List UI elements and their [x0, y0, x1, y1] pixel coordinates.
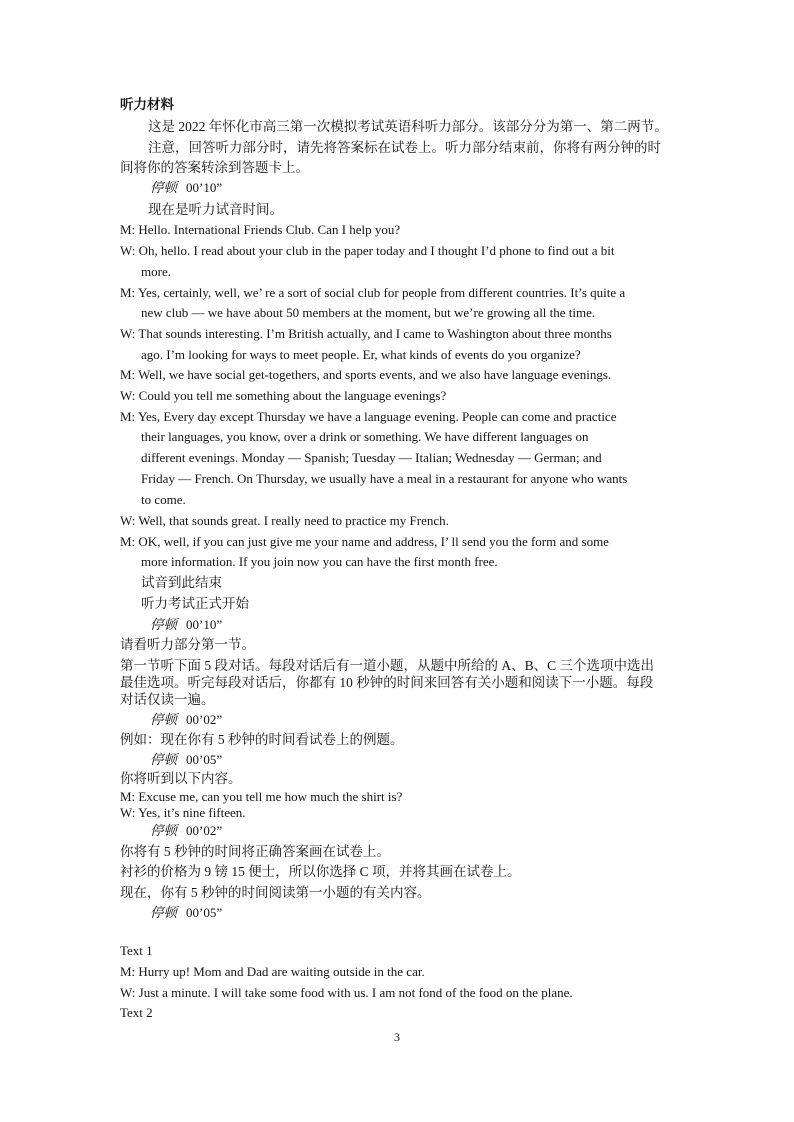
intro-line: 注意，回答听力部分时，请先将答案标在试卷上。听力部分结束前，你将有两分钟的时 — [148, 140, 661, 155]
intro-line: 这是 2022 年怀化市高三第一次模拟考试英语科听力部分。该部分分为第一、第二两节。 — [148, 119, 668, 134]
text-label: Text 2 — [120, 1005, 153, 1020]
example-dialogue-line: M: Excuse me, can you tell me how much the shirt is? — [120, 789, 403, 804]
reading-prompt: 现在，你有 5 秒钟的时间阅读第一小题的有关内容。 — [120, 885, 431, 900]
dialogue-line: W: Oh, hello. I read about your club in the paper today and I thought I’d phone to find out a bit — [120, 243, 615, 258]
answer-explanation: 衬衫的价格为 9 镑 15 便士，所以你选择 C 项，并将其画在试卷上。 — [120, 864, 521, 879]
dialogue-line: W: That sounds interesting. I’m British actually, and I came to Washington about three months — [120, 326, 612, 341]
exam-start: 听力考试正式开始 — [141, 596, 249, 611]
pause-label: 停顿 — [150, 617, 177, 632]
pause-time: 00’10” — [186, 617, 223, 632]
heading: 听力材料 — [120, 97, 174, 112]
sound-check-end: 试音到此结束 — [141, 575, 222, 590]
page-number: 3 — [394, 1030, 400, 1044]
dialogue-line: more information. If you join now you can have the first month free. — [141, 554, 498, 569]
text-label: Text 1 — [120, 943, 153, 958]
instruction-line: 对话仅读一遍。 — [120, 692, 215, 707]
pause-time: 00’02” — [186, 823, 223, 838]
pause-time: 00’05” — [186, 905, 223, 920]
pause-line — [150, 710, 222, 730]
dialogue-line: Friday — French. On Thursday, we usually have a meal in a restaurant for anyone who wants — [141, 471, 628, 486]
dialogue-line: more. — [141, 264, 171, 279]
dialogue-line: M: Yes, certainly, well, we’ re a sort of social club for people from different countries. It’s quite a — [120, 285, 626, 300]
pause-line — [150, 750, 222, 770]
pause-label: 停顿 — [150, 712, 177, 727]
instruction-line: 第一节听下面 5 段对话。每段对话后有一道小题，从题中所给的 A、B、C 三个选项中选出 — [120, 658, 655, 673]
text-dialogue-line: W: Just a minute. I will take some food with us. I am not fond of the food on the plane. — [120, 985, 573, 1000]
dialogue-line: new club — we have about 50 members at the moment, but we’re growing all the time. — [141, 305, 596, 320]
dialogue-line: M: OK, well, if you can just give me your name and address, I’ ll send you the form and some — [120, 534, 609, 549]
dialogue-line: M: Well, we have social get-togethers, and sports events, and we also have language evenings. — [120, 367, 612, 382]
pause-line — [150, 178, 222, 198]
dialogue-line: W: Could you tell me something about the language evenings? — [120, 388, 447, 403]
dialogue-line: their languages, you know, over a drink or something. We have different languages on — [141, 429, 589, 444]
text-dialogue-line: M: Hurry up! Mom and Dad are waiting outside in the car. — [120, 964, 425, 979]
example-intro: 你将听到以下内容。 — [120, 771, 242, 786]
pause-time: 00’10” — [186, 180, 223, 195]
pause-line — [150, 903, 222, 923]
dialogue-line: W: Well, that sounds great. I really need to practice my French. — [120, 513, 449, 528]
section-title: 请看听力部分第一节。 — [120, 637, 255, 652]
answer-prompt: 你将有 5 秒钟的时间将正确答案画在试卷上。 — [120, 844, 390, 859]
dialogue-line: ago. I’m looking for ways to meet people. Er, what kinds of events do you organize? — [141, 347, 581, 362]
pause-label: 停顿 — [150, 180, 177, 195]
dialogue-line: to come. — [141, 492, 186, 507]
example-dialogue-line: W: Yes, it’s nine fifteen. — [120, 805, 246, 820]
dialogue-line: different evenings. Monday — Spanish; Tuesday — Italian; Wednesday — German; and — [141, 450, 602, 465]
pause-line — [150, 615, 222, 635]
pause-label: 停顿 — [150, 905, 177, 920]
instruction-line: 最佳选项。听完每段对话后，你都有 10 秒钟的时间来回答有关小题和阅读下一小题。每段 — [120, 675, 654, 690]
pause-label: 停顿 — [150, 823, 177, 838]
dialogue-line: M: Hello. International Friends Club. Can I help you? — [120, 222, 401, 237]
intro-line: 间将你的答案转涂到答题卡上。 — [120, 160, 309, 175]
dialogue-line: M: Yes, Every day except Thursday we have a language evening. People can come and practice — [120, 409, 617, 424]
pause-line — [150, 821, 222, 841]
example-prompt: 例如：现在你有 5 秒钟的时间看试卷上的例题。 — [120, 732, 404, 747]
pause-label: 停顿 — [150, 752, 177, 767]
pause-time: 00’02” — [186, 712, 223, 727]
sound-check-notice: 现在是听力试音时间。 — [148, 202, 283, 217]
pause-time: 00’05” — [186, 752, 223, 767]
